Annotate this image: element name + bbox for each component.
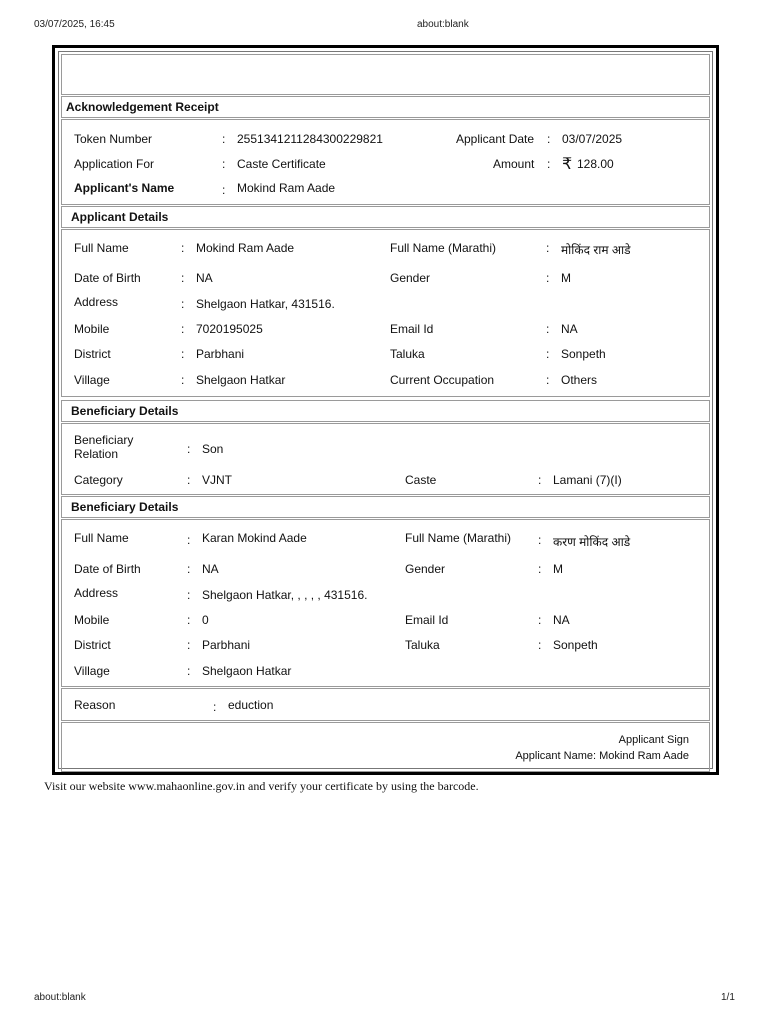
- full-name-marathi-label: Full Name (Marathi): [390, 241, 497, 255]
- rupee-icon: ₹: [562, 156, 573, 173]
- applicant-name-value: Mokind Ram Aade: [237, 181, 336, 195]
- district-label: District: [74, 347, 111, 361]
- colon: :: [181, 271, 185, 285]
- colon: :: [181, 322, 185, 336]
- colon: :: [538, 638, 542, 652]
- reason-label: Reason: [74, 698, 116, 712]
- beneficiary-relation-header: [61, 400, 710, 422]
- ben-email-value: NA: [553, 613, 570, 627]
- ben-email-label: Email Id: [405, 613, 449, 627]
- colon: :: [187, 588, 191, 602]
- gender-value: M: [561, 271, 571, 285]
- colon: :: [181, 347, 185, 361]
- ben-district-label: District: [74, 638, 111, 652]
- caste-value: Lamani (7)(I): [553, 473, 622, 487]
- applicant-date-value: 03/07/2025: [562, 132, 623, 146]
- receipt-inner-frame: [58, 51, 713, 769]
- print-footer-url: about:blank: [34, 992, 86, 1003]
- email-label: Email Id: [390, 322, 434, 336]
- colon: :: [222, 157, 226, 171]
- application-for-label: Application For: [74, 157, 155, 171]
- colon: :: [187, 613, 191, 627]
- ben-dob-value: NA: [202, 562, 219, 576]
- receipt-title-row: [61, 96, 710, 118]
- beneficiary-relation-title: Beneficiary Details: [71, 404, 179, 418]
- full-name-marathi-value: मोकिंद राम आडे: [561, 243, 631, 257]
- colon: :: [222, 183, 226, 197]
- print-page-count: 1/1: [721, 992, 735, 1003]
- applicant-details-header: [61, 206, 710, 228]
- mobile-label: Mobile: [74, 322, 110, 336]
- dob-value: NA: [196, 271, 213, 285]
- colon: :: [538, 562, 542, 576]
- caste-label: Caste: [405, 473, 437, 487]
- colon: :: [181, 297, 185, 311]
- applicant-sign-label: Applicant Sign: [618, 734, 689, 746]
- colon: :: [546, 241, 550, 255]
- colon: :: [187, 533, 191, 547]
- ben-taluka-label: Taluka: [405, 638, 440, 652]
- colon: :: [546, 347, 550, 361]
- print-datetime: 03/07/2025, 16:45: [34, 19, 115, 30]
- ben-taluka-value: Sonpeth: [553, 638, 598, 652]
- ben-mobile-label: Mobile: [74, 613, 110, 627]
- village-value: Shelgaon Hatkar: [196, 373, 286, 387]
- colon: :: [546, 271, 550, 285]
- ben-village-label: Village: [74, 664, 110, 678]
- token-label: Token Number: [74, 132, 153, 146]
- colon: :: [181, 241, 185, 255]
- ben-gender-label: Gender: [405, 562, 446, 576]
- token-value: 2551341211284300229821: [237, 132, 383, 146]
- relation-label-line2: Relation: [74, 447, 119, 461]
- colon: :: [547, 157, 551, 171]
- barcode-area: [61, 54, 710, 95]
- address-value: Shelgaon Hatkar, 431516.: [196, 297, 335, 311]
- village-label: Village: [74, 373, 110, 387]
- colon: :: [538, 613, 542, 627]
- full-name-label: Full Name: [74, 241, 129, 255]
- relation-label: [74, 433, 133, 461]
- colon: :: [213, 700, 217, 714]
- beneficiary-details-header: [61, 496, 710, 518]
- occupation-value: Others: [561, 373, 598, 387]
- address-label: Address: [74, 295, 119, 309]
- reason-section: [61, 688, 710, 721]
- colon: :: [547, 132, 551, 146]
- amount-value: 128.00: [577, 157, 614, 171]
- applicant-date-label: Applicant Date: [456, 132, 535, 146]
- colon: :: [187, 473, 191, 487]
- applicant-details-title: Applicant Details: [71, 210, 169, 224]
- ben-mobile-value: 0: [202, 613, 209, 627]
- beneficiary-details-title: Beneficiary Details: [71, 500, 179, 514]
- taluka-label: Taluka: [390, 347, 425, 361]
- ben-dob-label: Date of Birth: [74, 562, 141, 576]
- colon: :: [187, 664, 191, 678]
- district-value: Parbhani: [196, 347, 245, 361]
- colon: :: [538, 533, 542, 547]
- relation-label-line1: Beneficiary: [74, 433, 134, 447]
- colon: :: [187, 562, 191, 576]
- applicant-sign-name: Applicant Name: Mokind Ram Aade: [515, 750, 689, 762]
- colon: :: [546, 322, 550, 336]
- verification-note: Visit our website www.mahaonline.gov.in and verify your certificate by using the barcode.: [44, 779, 479, 793]
- token-section: [61, 119, 710, 205]
- category-value: VJNT: [202, 473, 232, 487]
- colon: :: [546, 373, 550, 387]
- email-value: NA: [561, 322, 578, 336]
- occupation-label: Current Occupation: [390, 373, 495, 387]
- beneficiary-details-section: [61, 519, 710, 687]
- dob-label: Date of Birth: [74, 271, 141, 285]
- receipt-title: Acknowledgement Receipt: [66, 100, 219, 114]
- receipt-frame: [52, 45, 719, 775]
- ben-full-name-marathi-label: Full Name (Marathi): [405, 531, 512, 545]
- ben-gender-value: M: [553, 562, 563, 576]
- colon: :: [187, 638, 191, 652]
- colon: :: [181, 373, 185, 387]
- applicant-details-section: [61, 229, 710, 397]
- print-page-title: about:blank: [417, 19, 469, 30]
- category-label: Category: [74, 473, 123, 487]
- colon: :: [187, 442, 191, 456]
- application-for-value: Caste Certificate: [237, 157, 326, 171]
- beneficiary-relation-section: [61, 423, 710, 495]
- ben-address-label: Address: [74, 586, 119, 600]
- reason-value: eduction: [228, 698, 274, 712]
- ben-full-name-value: Karan Mokind Aade: [202, 531, 307, 545]
- amount-label: Amount: [493, 157, 535, 171]
- ben-district-value: Parbhani: [202, 638, 251, 652]
- signature-section: [61, 722, 710, 772]
- taluka-value: Sonpeth: [561, 347, 606, 361]
- full-name-value: Mokind Ram Aade: [196, 241, 295, 255]
- ben-full-name-marathi-value: करण मोकिंद आडे: [553, 535, 631, 549]
- colon: :: [538, 473, 542, 487]
- mobile-value: 7020195025: [196, 322, 263, 336]
- relation-value: Son: [202, 442, 224, 456]
- applicant-name-label: Applicant's Name: [74, 181, 175, 195]
- ben-full-name-label: Full Name: [74, 531, 129, 545]
- ben-village-value: Shelgaon Hatkar: [202, 664, 292, 678]
- gender-label: Gender: [390, 271, 431, 285]
- ben-address-value: Shelgaon Hatkar, , , , , 431516.: [202, 588, 368, 602]
- colon: :: [222, 132, 226, 146]
